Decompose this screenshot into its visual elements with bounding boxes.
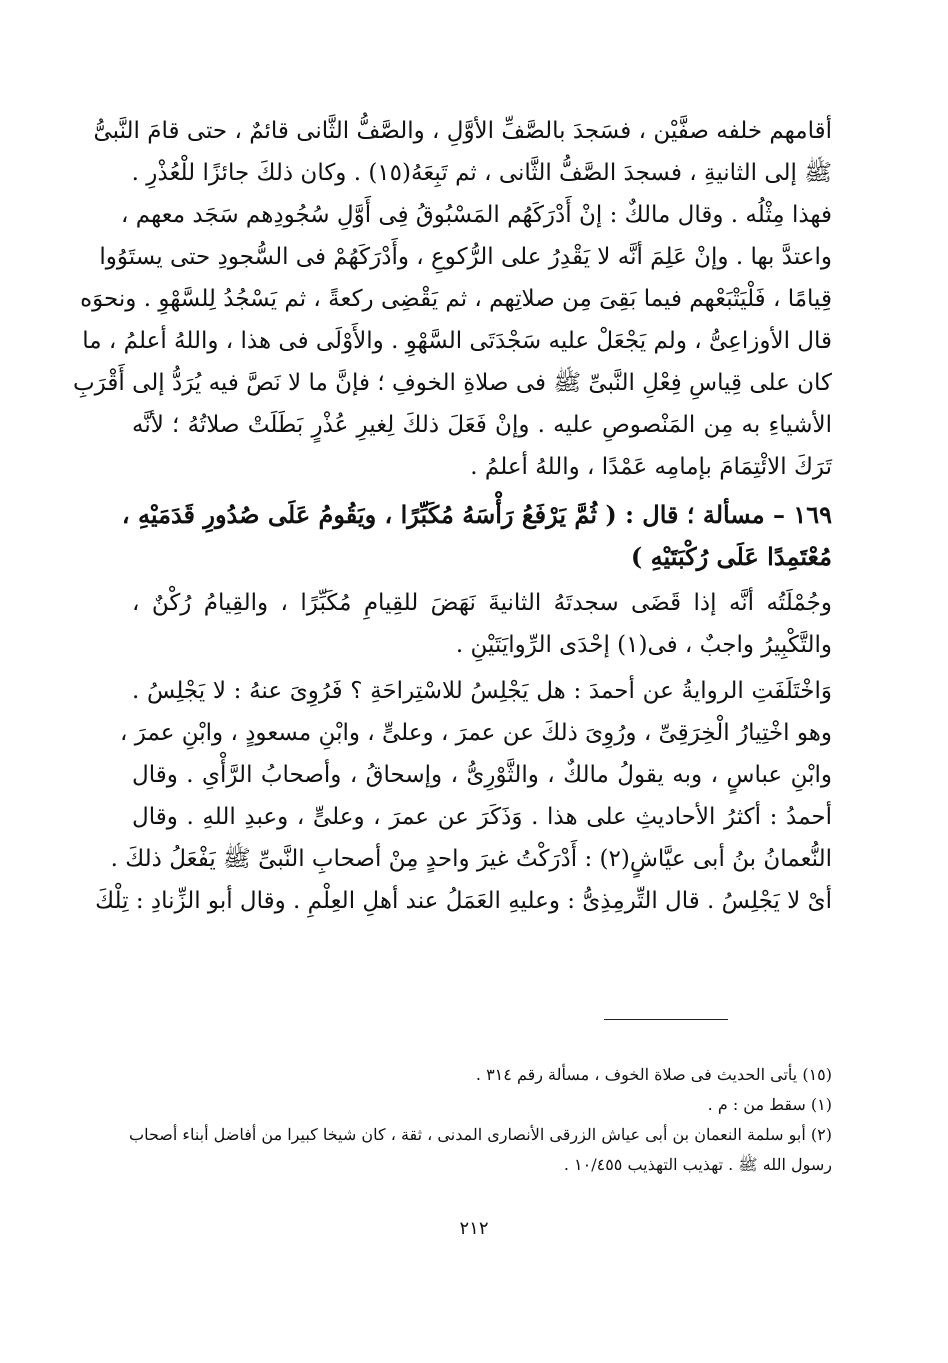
paragraph-3 [95,670,832,922]
heading-line [121,494,832,536]
text-line: واعتدَّ بها . وإنْ عَلِمَ أنَّه لا يَقْدِرُ على الرُّكوعِ ، وأَدْرَكَهُمْ فى السُّجودِ حتى يستَوُوا [99,244,832,270]
text-line: قِيامًا ، فَلْيَتْبَعْهم فيما بَقِىَ مِن صلاتِهم ، ثم يَقْضِى ركعةً ، ثم يَسْجُدُ لِلسَّهْوِ . ونحوَه [80,286,832,312]
paragraph-2 [132,582,832,666]
footnote-2-line: (٢) أبو سلمة النعمان بن أبى عياش الزرقى الأنصارى المدنى ، ثقة ، كان شيخا كبيرا من أفاضل أبناء أصحاب [129,1125,832,1144]
text-line: ﷺ إلى الثانيةِ ، فسجدَ الصَّفُّ الثَّانى ، ثم تَبِعَهُ(١٥) . وكان ذلكَ جائزًا للْعُذْرِ . [131,160,832,186]
page-body [73,110,832,922]
footnote-separator [604,1019,728,1020]
text-line: أىْ لا يَجْلِسُ . قال التِّرمِذِىُّ : وعليهِ العَمَلُ عند أهلِ العِلْمِ . وقال أبو الزِّنادِ : تِلْكَ [95,888,832,914]
text-line: وهو اخْتِيارُ الْخِرَقِىِّ ، ورُوِىَ ذلكَ عن عمرَ ، وعلىٍّ ، وابْنِ مسعودٍ ، وابْنِ عمرَ ، [119,720,832,746]
paragraph-1 [73,110,832,488]
text-line: والتَّكْبِيرُ واجبٌ ، فى(١) إحْدَى الرِّوايَتَيْنِ . [455,632,832,658]
text-line: تَرَكَ الائْتِمَامَ بإمامِه عَمْدًا ، واللهُ أعلمُ . [470,454,832,480]
footnote-1: (١) سقط من : م . [707,1095,832,1114]
section-number: ١٦٩ [793,500,832,529]
text-line: أحمدُ : أكثرُ الأحاديثِ على هذا . وَذَكَرَ عن عمرَ ، وعلىٍّ ، وعبدِ اللهِ . وقال [132,804,832,830]
footnote-2-line: رسول الله ﷺ . تهذيب التهذيب ١٠/٤٥٥ . [563,1155,832,1174]
text-line: وَاخْتَلَفَتِ الروايةُ عن أحمدَ : هل يَجْلِسُ للاسْتِراحَةِ ؟ فَرُوِىَ عنهُ : لا يَجْلِسُ . [132,678,832,704]
text-line: وجُمْلَتُه أنَّه إذا قَضَى سجدتَهُ الثانيةَ نَهَضَ للقِيامِ مُكَبِّرًا ، والقِيامُ رُكْنٌ ، [132,590,832,616]
text-line: النُّعمانُ بنُ أبى عيَّاشٍ(٢) : أَدْرَكْتُ غيرَ واحدٍ مِنْ أصحابِ النَّبىِّ ﷺ يَفْعَلُ ذلكَ . [110,846,832,872]
text-line: أقامهم خلفه صفَّيْن ، فسَجدَ بالصَّفِّ الأوَّلِ ، والصَّفُّ الثَّانى قائمٌ ، حتى قامَ النَّبىُّ [93,118,832,144]
text-line: فهذا مِثْلُه . وقال مالكٌ : إنْ أَدْرَكَهُم المَسْبُوقُ فِى أَوَّلِ سُجُودِهم سَجَد معهم ، [121,202,832,228]
text-line: قال الأوزاعِىُّ ، ولم يَجْعَلْ عليه سَجْدَتَى السَّهْوِ . والأَوْلَى فى هذا ، واللهُ أعلمُ ، ما [82,328,832,354]
heading-line: مُعْتَمِدًا عَلَى رُكْبَتَيْهِ ) [630,542,832,571]
section-heading [121,494,832,578]
text-line: الأشياءِ به مِن المَنْصوصِ عليه . وإنْ فَعَلَ ذلكَ لِغيرِ عُذْرٍ بَطَلَتْ صلاتُهُ ؛ لأنَّه [132,412,832,438]
text-line: وابْنِ عباسٍ ، وبه يقولُ مالكٌ ، والثَّوْرِىُّ ، وإسحاقُ ، وأصحابُ الرَّأْىِ . وقال [132,762,832,788]
footnotes [129,1060,832,1180]
heading-text: – مسألة ؛ قال : ( ثُمَّ يَرْفَعُ رَأْسَهُ مُكَبِّرًا ، ويَقُومُ عَلَى صُدُورِ قَدَمَيْهِ ، [121,500,785,529]
page-number: ٢١٢ [459,1218,489,1239]
text-line: كان على قِياسِ فِعْلِ النَّبىِّ ﷺ فى صلاةِ الخوفِ ؛ فإنَّ ما لا نَصَّ فيه يُرَدُّ إلى أَقْرَبِ [73,370,832,396]
footnote-15: (١٥) يأتى الحديث فى صلاة الخوف ، مسألة رقم ٣١٤ . [475,1065,832,1084]
